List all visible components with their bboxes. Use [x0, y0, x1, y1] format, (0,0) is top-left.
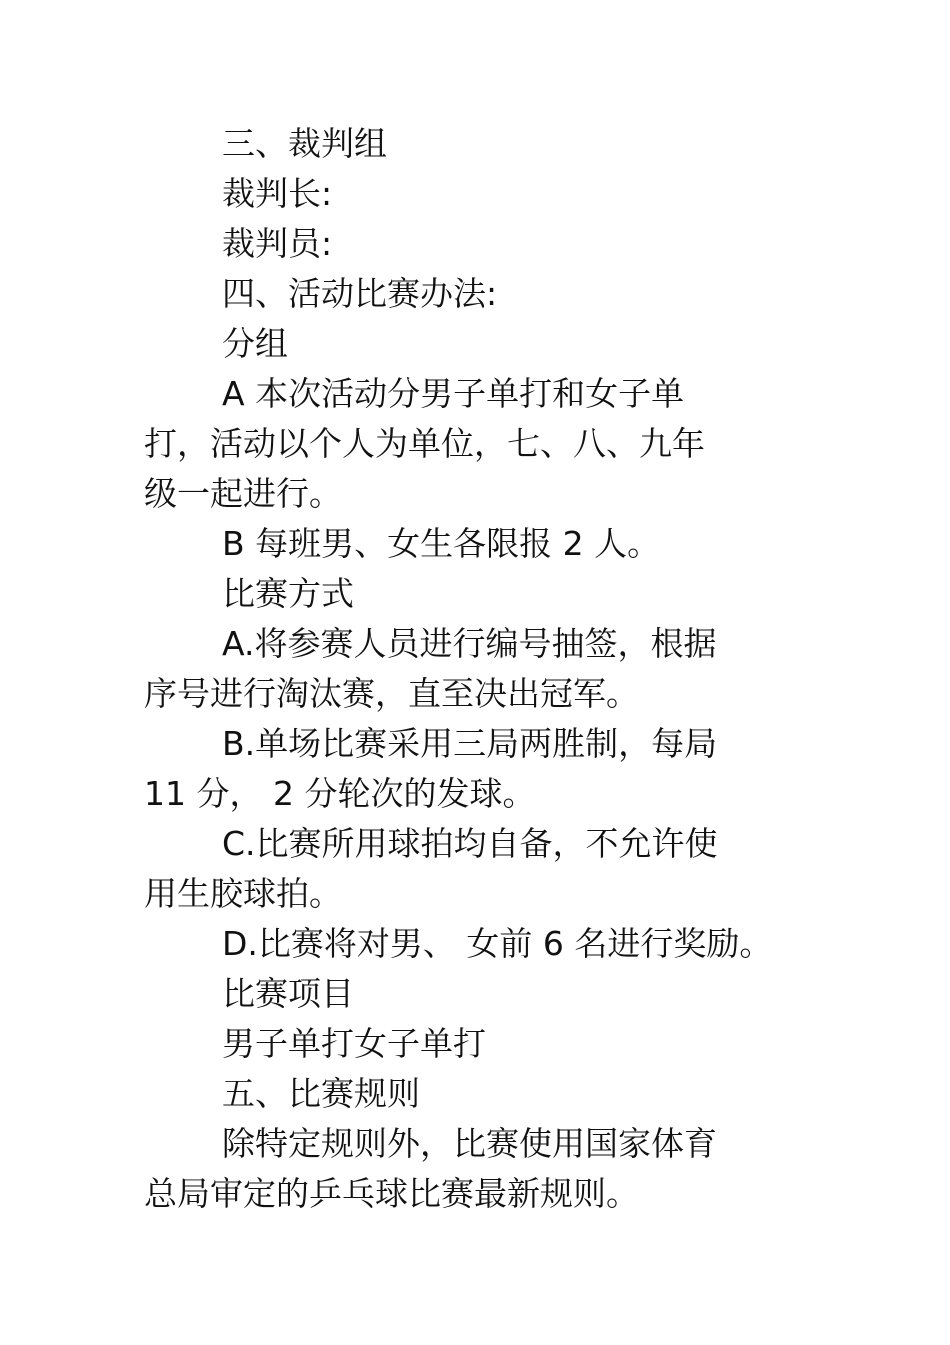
paragraph-line: 除特定规则外，比赛使用国家体育 — [222, 1124, 717, 1163]
paragraph-line: 用生胶球拍。 — [144, 874, 342, 913]
paragraph-line: 级一起进行。 — [144, 474, 342, 513]
heading-competition-method: 四、活动比赛办法: — [222, 274, 498, 313]
subheading-competition-format: 比赛方式 — [222, 574, 354, 613]
document-body — [144, 119, 784, 1219]
paragraph-line: B 每班男、女生各限报 2 人。 — [222, 524, 661, 563]
paragraph-line: 男子单打女子单打 — [222, 1024, 486, 1063]
paragraph-line: C.比赛所用球拍均自备，不允许使 — [222, 824, 718, 863]
paragraph-line: 总局审定的乒乓球比赛最新规则。 — [144, 1174, 639, 1213]
chief-referee-label: 裁判长: — [222, 174, 333, 213]
subheading-grouping: 分组 — [222, 324, 288, 363]
paragraph-line: B.单场比赛采用三局两胜制，每局 — [222, 724, 718, 763]
heading-competition-rules: 五、比赛规则 — [222, 1074, 420, 1113]
heading-referee-group: 三、裁判组 — [222, 124, 387, 163]
paragraph-line: A.将参赛人员进行编号抽签，根据 — [222, 624, 717, 663]
referee-label: 裁判员: — [222, 224, 333, 263]
paragraph-line: 打，活动以个人为单位，七、八、九年 — [144, 424, 705, 463]
paragraph-line: 序号进行淘汰赛，直至决出冠军。 — [144, 674, 639, 713]
paragraph-line: A 本次活动分男子单打和女子单 — [222, 374, 685, 413]
paragraph-line: 11 分， 2 分轮次的发球。 — [144, 774, 536, 813]
subheading-events: 比赛项目 — [222, 974, 354, 1013]
paragraph-line: D.比赛将对男、 女前 6 名进行奖励。 — [222, 924, 773, 963]
